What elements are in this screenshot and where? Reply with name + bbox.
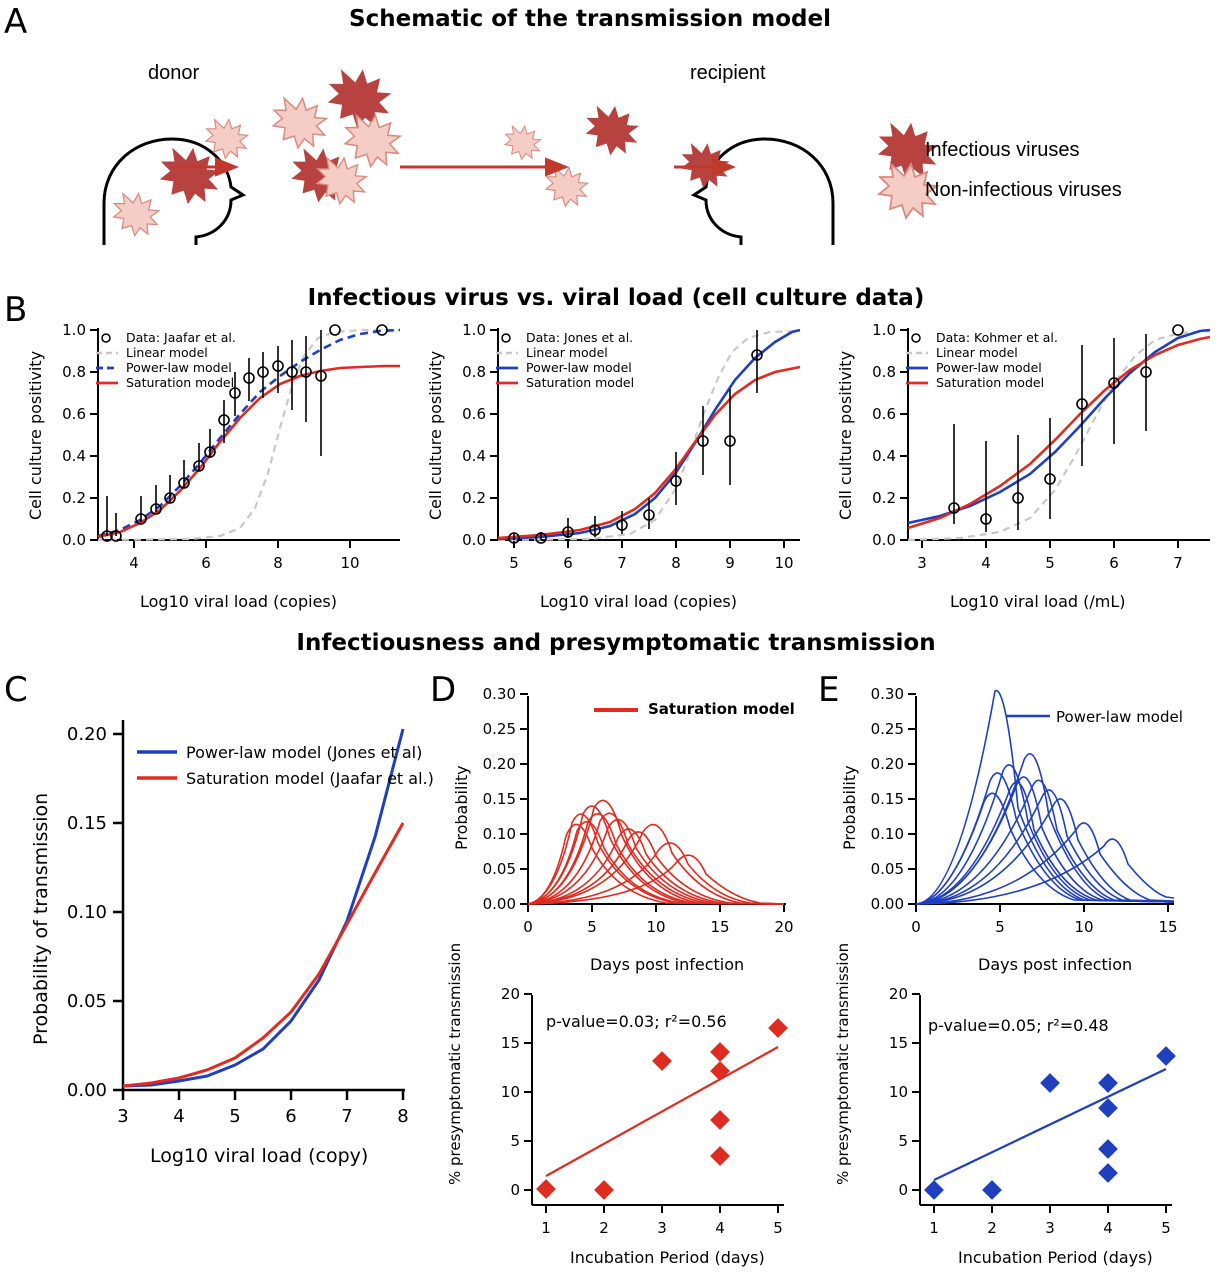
panelD-top-plot xyxy=(466,685,796,948)
svg-text:0.10: 0.10 xyxy=(66,902,107,923)
svg-text:0: 0 xyxy=(523,918,533,936)
panelB3-legend-1: Linear model xyxy=(936,345,1018,360)
panelB2-legend-1: Linear model xyxy=(526,345,608,360)
svg-text:5: 5 xyxy=(1045,554,1055,572)
svg-text:0.4: 0.4 xyxy=(62,447,86,465)
svg-text:5: 5 xyxy=(509,554,519,572)
svg-text:15: 15 xyxy=(500,1034,520,1052)
svg-text:0.30: 0.30 xyxy=(482,685,516,703)
svg-text:1: 1 xyxy=(541,1219,551,1237)
panelB3-legend-3: Saturation model xyxy=(936,375,1045,390)
svg-text:0.15: 0.15 xyxy=(482,790,516,808)
panelE-top-plot xyxy=(854,685,1184,948)
panel-letter-b: B xyxy=(4,290,28,330)
svg-text:8: 8 xyxy=(671,554,681,572)
svg-text:10: 10 xyxy=(1074,918,1094,936)
panelB3-legend-2: Power-law model xyxy=(936,360,1042,375)
panelE-bottom-xlabel: Incubation Period (days) xyxy=(958,1248,1153,1267)
panelE-annotation: p-value=0.05; r²=0.48 xyxy=(928,1016,1109,1035)
svg-text:0.00: 0.00 xyxy=(870,895,904,913)
panelB1-ylabel: Cell culture positivity xyxy=(26,350,45,520)
svg-text:5: 5 xyxy=(587,918,597,936)
legend-infectious-label: Infectious viruses xyxy=(925,139,1080,161)
svg-text:0.8: 0.8 xyxy=(462,363,486,381)
panelB1-legend-3: Saturation model xyxy=(126,375,235,390)
svg-text:5: 5 xyxy=(510,1132,520,1150)
svg-text:0.15: 0.15 xyxy=(870,790,904,808)
svg-text:6: 6 xyxy=(1109,554,1119,572)
panelB3-plot xyxy=(850,318,1220,578)
panelD-top-xlabel: Days post infection xyxy=(590,955,745,974)
svg-text:2: 2 xyxy=(987,1219,997,1237)
svg-text:0.00: 0.00 xyxy=(66,1080,107,1101)
panelB2-legend-2: Power-law model xyxy=(526,360,632,375)
svg-text:4: 4 xyxy=(129,554,139,572)
svg-text:0.05: 0.05 xyxy=(870,860,904,878)
panelD-legend-0: Saturation model xyxy=(648,700,795,718)
panelB1-plot xyxy=(40,318,410,578)
svg-text:15: 15 xyxy=(888,1034,908,1052)
svg-text:0.8: 0.8 xyxy=(872,363,896,381)
panel-letter-e: E xyxy=(818,670,840,710)
svg-text:10: 10 xyxy=(774,554,794,572)
title-schematic: Schematic of the transmission model xyxy=(349,6,831,32)
svg-text:4: 4 xyxy=(1103,1219,1113,1237)
svg-text:4: 4 xyxy=(981,554,991,572)
panelB2-legend-3: Saturation model xyxy=(526,375,635,390)
svg-text:3: 3 xyxy=(1045,1219,1055,1237)
panelE-bottom-ylabel xyxy=(834,943,853,1185)
svg-text:0.0: 0.0 xyxy=(462,531,486,549)
panelD-bottom-xlabel: Incubation Period (days) xyxy=(570,1248,765,1267)
panelB1-legend-1: Linear model xyxy=(126,345,208,360)
svg-text:0.2: 0.2 xyxy=(872,489,896,507)
panelD-bottom-ylabel xyxy=(446,943,465,1185)
panelD-bottom-ylabel-text: % presymptomatic transmission xyxy=(446,942,464,1185)
svg-text:8: 8 xyxy=(397,1106,409,1127)
svg-text:0.0: 0.0 xyxy=(62,531,86,549)
panelE-bottom-ylabel-text: % presymptomatic transmission xyxy=(834,942,852,1185)
svg-text:1.0: 1.0 xyxy=(62,321,86,339)
svg-text:0.6: 0.6 xyxy=(62,405,86,423)
svg-text:4: 4 xyxy=(715,1219,725,1237)
svg-text:10: 10 xyxy=(500,1083,520,1101)
panelE-top-xlabel: Days post infection xyxy=(978,955,1133,974)
panelD-top-ylabel: Probability xyxy=(452,765,471,850)
panelE-legend-0: Power-law model xyxy=(1056,708,1183,726)
svg-text:0.25: 0.25 xyxy=(870,720,904,738)
svg-text:10: 10 xyxy=(646,918,666,936)
svg-text:4: 4 xyxy=(173,1106,185,1127)
svg-text:0.4: 0.4 xyxy=(872,447,896,465)
panelB1-legend-0: Data: Jaafar et al. xyxy=(126,330,236,345)
legend-noninfectious-label: Non-infectious viruses xyxy=(925,179,1122,201)
svg-text:0.20: 0.20 xyxy=(870,755,904,773)
svg-text:8: 8 xyxy=(273,554,283,572)
svg-text:7: 7 xyxy=(341,1106,353,1127)
svg-text:15: 15 xyxy=(1158,918,1178,936)
svg-text:0.0: 0.0 xyxy=(872,531,896,549)
label-donor: donor xyxy=(148,62,200,84)
svg-text:2: 2 xyxy=(599,1219,609,1237)
svg-text:5: 5 xyxy=(995,918,1005,936)
svg-text:3: 3 xyxy=(657,1219,667,1237)
panel-letter-a: A xyxy=(4,2,28,42)
panelB1-legend-2: Power-law model xyxy=(126,360,232,375)
svg-text:5: 5 xyxy=(898,1132,908,1150)
svg-text:5: 5 xyxy=(229,1106,241,1127)
svg-text:0.8: 0.8 xyxy=(62,363,86,381)
panelB2-xlabel: Log10 viral load (copies) xyxy=(540,592,737,611)
svg-text:20: 20 xyxy=(500,985,520,1003)
svg-text:1.0: 1.0 xyxy=(462,321,486,339)
panelB2-legend-0: Data: Jones et al. xyxy=(526,330,634,345)
title-infectiousness: Infectiousness and presymptomatic transmission xyxy=(296,630,936,656)
panelB3-ylabel: Cell culture positivity xyxy=(836,350,855,520)
svg-text:20: 20 xyxy=(774,918,794,936)
svg-text:0: 0 xyxy=(898,1181,908,1199)
svg-text:0.2: 0.2 xyxy=(462,489,486,507)
svg-text:5: 5 xyxy=(773,1219,783,1237)
panelE-top-ylabel: Probability xyxy=(840,765,859,850)
svg-text:7: 7 xyxy=(1173,554,1183,572)
panelD-annotation: p-value=0.03; r²=0.56 xyxy=(546,1012,727,1031)
panelB3-xlabel: Log10 viral load (/mL) xyxy=(950,592,1126,611)
svg-text:0.2: 0.2 xyxy=(62,489,86,507)
svg-text:0.15: 0.15 xyxy=(66,813,107,834)
svg-text:10: 10 xyxy=(888,1083,908,1101)
svg-text:15: 15 xyxy=(710,918,730,936)
svg-text:0.6: 0.6 xyxy=(462,405,486,423)
svg-text:0.6: 0.6 xyxy=(872,405,896,423)
svg-text:0.10: 0.10 xyxy=(482,825,516,843)
svg-text:0.05: 0.05 xyxy=(482,860,516,878)
svg-text:9: 9 xyxy=(725,554,735,572)
svg-text:0.25: 0.25 xyxy=(482,720,516,738)
svg-text:0.20: 0.20 xyxy=(482,755,516,773)
svg-text:0: 0 xyxy=(510,1181,520,1199)
svg-text:1.0: 1.0 xyxy=(872,321,896,339)
panelC-legend-1: Saturation model (Jaafar et al.) xyxy=(186,769,434,788)
svg-text:3: 3 xyxy=(917,554,927,572)
svg-text:0: 0 xyxy=(911,918,921,936)
panelC-legend-0: Power-law model (Jones et al) xyxy=(186,743,423,762)
panelC-ylabel: Probability of transmission xyxy=(30,792,52,1045)
svg-text:0.00: 0.00 xyxy=(482,895,516,913)
svg-text:0.4: 0.4 xyxy=(462,447,486,465)
title-cellculture: Infectious virus vs. viral load (cell culture data) xyxy=(307,285,925,311)
panelC-xlabel: Log10 viral load (copy) xyxy=(150,1145,369,1167)
svg-text:0.20: 0.20 xyxy=(66,724,107,745)
label-recipient: recipient xyxy=(690,62,766,84)
panel-letter-d: D xyxy=(430,670,457,710)
panelB1-xlabel: Log10 viral load (copies) xyxy=(140,592,337,611)
schematic-graphic xyxy=(0,95,1232,255)
svg-text:1: 1 xyxy=(929,1219,939,1237)
panel-letter-c: C xyxy=(4,670,28,710)
svg-text:20: 20 xyxy=(888,985,908,1003)
svg-text:5: 5 xyxy=(1161,1219,1171,1237)
svg-text:0.05: 0.05 xyxy=(66,991,107,1012)
panelB2-ylabel: Cell culture positivity xyxy=(426,350,445,520)
svg-text:6: 6 xyxy=(285,1106,297,1127)
svg-text:3: 3 xyxy=(117,1106,129,1127)
svg-text:10: 10 xyxy=(340,554,360,572)
svg-text:6: 6 xyxy=(201,554,211,572)
svg-text:7: 7 xyxy=(617,554,627,572)
svg-text:0.30: 0.30 xyxy=(870,685,904,703)
svg-text:0.10: 0.10 xyxy=(870,825,904,843)
panelB2-plot xyxy=(440,318,810,578)
svg-text:6: 6 xyxy=(563,554,573,572)
panelB3-legend-0: Data: Kohmer et al. xyxy=(936,330,1058,345)
